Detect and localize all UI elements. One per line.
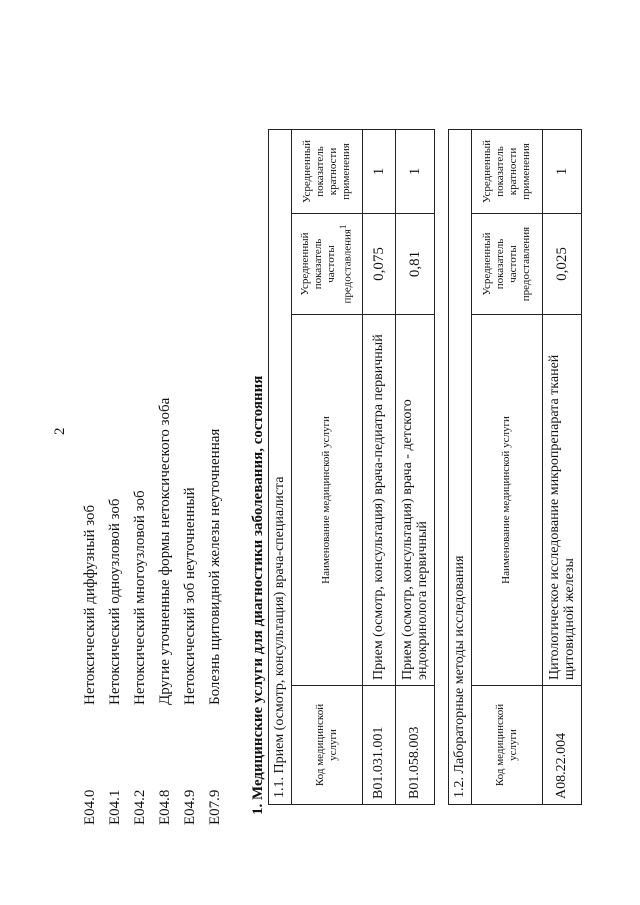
header-mult: Усредненный показатель кратности применения — [292, 130, 363, 214]
consultation-table — [268, 129, 435, 805]
header-name: Наименование медицинской услуги — [472, 315, 543, 686]
table-row — [543, 130, 582, 805]
lab-methods-table — [448, 129, 582, 805]
service-freq: 0,075 — [363, 214, 396, 315]
service-name: Цитологическое исследование микропрепарата тканей щитовидной железы — [543, 315, 582, 686]
header-freq — [292, 214, 363, 315]
page-number: 2 — [52, 427, 68, 435]
header-name: Наименование медицинской услуги — [292, 315, 363, 686]
diagnosis-name: Нетоксический диффузный зоб — [82, 504, 98, 705]
table-caption-row — [449, 130, 472, 805]
diagnosis-row — [182, 487, 199, 825]
service-mult: 1 — [396, 130, 435, 214]
service-name: Прием (осмотр, консультация) врача-педиатра первичный — [363, 315, 396, 686]
diagnosis-row — [107, 498, 124, 825]
header-mult: Усредненный показатель кратности применения — [472, 130, 543, 214]
table-header-row — [472, 130, 543, 805]
diagnosis-name: Нетоксический одноузловой зоб — [107, 498, 123, 705]
table-caption-row — [269, 130, 292, 805]
table-row — [396, 130, 435, 805]
diagnosis-code: E04.1 — [107, 789, 123, 825]
section-title: 1. Медицинские услуги для диагностики заболевания, состояния — [250, 375, 266, 815]
service-freq: 0,025 — [543, 214, 582, 315]
header-freq-footnote: 1 — [338, 224, 349, 230]
diagnosis-code: E07.9 — [207, 789, 223, 825]
diagnosis-name: Болезнь щитовидной железы неуточненная — [207, 428, 223, 705]
service-name: Прием (осмотр, консультация) врача - детского эндокринолога первичный — [396, 315, 435, 686]
diagnosis-code: E04.8 — [157, 789, 173, 825]
table-header-row — [292, 130, 363, 805]
service-code: B01.031.001 — [363, 686, 396, 805]
diagnosis-row — [82, 505, 99, 825]
diagnosis-name: Другие уточненные формы нетоксического зоба — [157, 397, 173, 705]
table-caption: 1.2. Лабораторные методы исследования — [449, 130, 472, 805]
header-freq-text: Усредненный показатель частоты предоставления — [298, 229, 355, 304]
diagnosis-code: E04.2 — [132, 789, 148, 825]
header-code: Код медицинской услуги — [292, 686, 363, 805]
service-freq: 0,81 — [396, 214, 435, 315]
service-mult: 1 — [543, 130, 582, 214]
diagnosis-code: E04.9 — [182, 789, 198, 825]
table-row — [363, 130, 396, 805]
header-code: Код медицинской услуги — [472, 686, 543, 805]
table-caption: 1.1. Прием (осмотр, консультация) врача-специалиста — [269, 130, 292, 805]
service-mult: 1 — [363, 130, 396, 214]
diagnosis-name: Нетоксический многоузловой зоб — [132, 490, 148, 705]
diagnosis-row — [132, 490, 149, 825]
diagnosis-row — [207, 429, 224, 825]
diagnosis-code: E04.0 — [82, 789, 98, 825]
header-freq: Усредненный показатель частоты предоставления — [472, 214, 543, 315]
diagnosis-row — [157, 398, 174, 825]
diagnosis-name: Нетоксический зоб неуточненный — [182, 487, 198, 705]
service-code: B01.058.003 — [396, 686, 435, 805]
service-code: A08.22.004 — [543, 686, 582, 805]
